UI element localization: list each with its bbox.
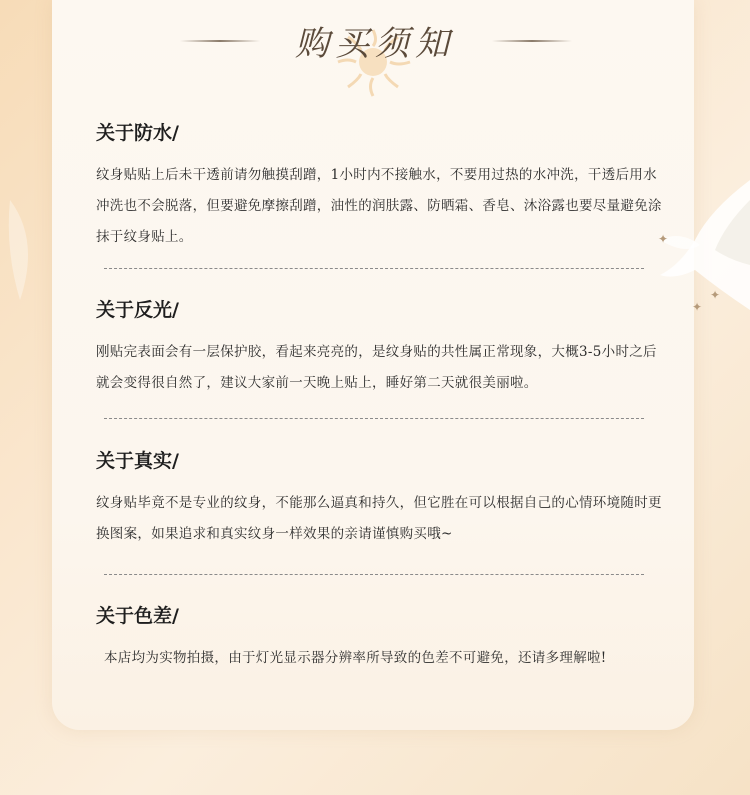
header-divider-right bbox=[492, 40, 572, 42]
section-divider bbox=[104, 574, 644, 575]
header bbox=[0, 0, 750, 90]
sparkle-icon: ✦ bbox=[692, 300, 703, 314]
section-body: 纹身贴贴上后未干透前请勿触摸刮蹭，1小时内不接触水，不要用过热的水冲洗，干透后用水冲洗也不会脱落，但要避免摩擦刮蹭，油性的润肤露、防晒霜、香皂、沐浴露也要尽量避免涂抹于纹身贴上。 bbox=[96, 167, 662, 245]
section-body: 纹身贴毕竟不是专业的纹身，不能那么逼真和持久，但它胜在可以根据自己的心情环境随时更换图案，如果追求和真实纹身一样效果的亲请谨慎购买哦~ bbox=[96, 495, 662, 542]
feather-icon bbox=[0, 190, 60, 310]
sparkle-icon: ✦ bbox=[710, 288, 721, 302]
page-title: 购买须知 bbox=[295, 24, 455, 64]
section-heading: 关于防水/ bbox=[96, 122, 179, 144]
sparkle-icon: ✦ bbox=[658, 232, 669, 246]
section-divider bbox=[104, 418, 644, 419]
section-divider bbox=[104, 268, 644, 269]
section-heading: 关于色差/ bbox=[96, 605, 179, 627]
section-realism bbox=[96, 448, 666, 550]
section-heading: 关于反光/ bbox=[96, 299, 179, 321]
section-body: 刚贴完表面会有一层保护胶，看起来亮亮的，是纹身贴的共性属正常现象，大概3-5小时之后就会变得很自然了，建议大家前一天晚上贴上，睡好第二天就很美丽啦。 bbox=[96, 344, 657, 391]
section-color-difference bbox=[96, 603, 666, 674]
section-reflection bbox=[96, 297, 666, 399]
section-heading: 关于真实/ bbox=[96, 450, 179, 472]
section-body: 本店均为实物拍摄，由于灯光显示器分辨率所导致的色差不可避免，还请多理解啦! bbox=[104, 650, 607, 666]
section-waterproof bbox=[96, 120, 669, 253]
